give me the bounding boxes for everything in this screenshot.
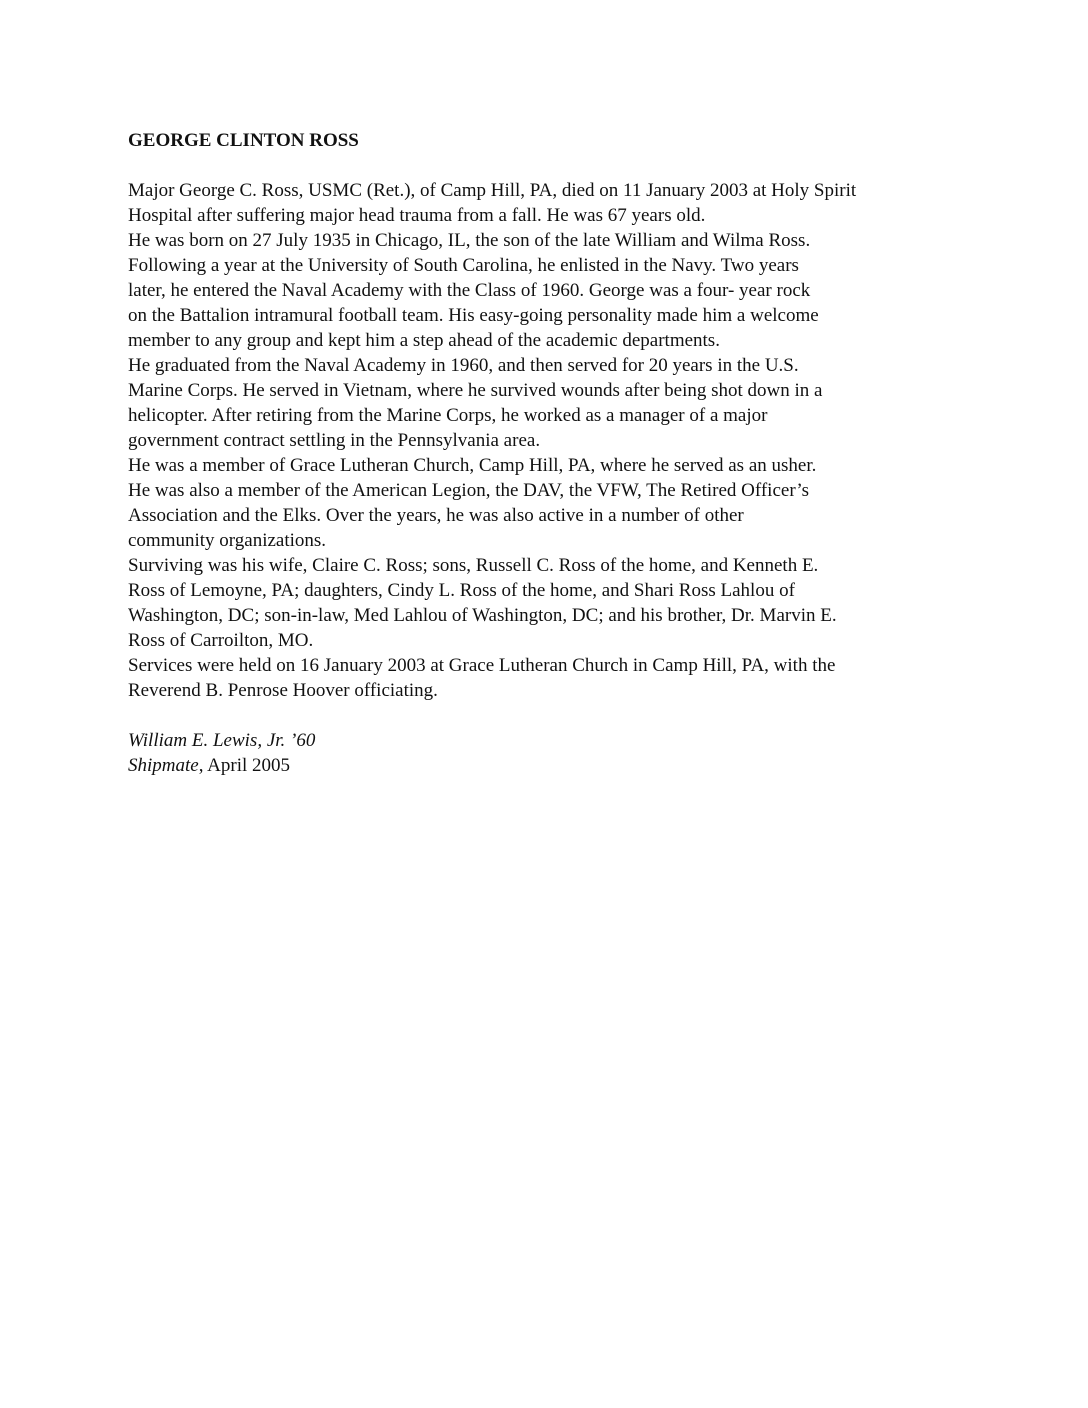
body-line: He graduated from the Naval Academy in 1960, and then served for 20 years in the U.S. (128, 355, 799, 376)
body-line: Ross of Carroilton, MO. (128, 630, 314, 651)
body-line: Following a year at the University of South Carolina, he enlisted in the Navy. Two years (128, 255, 799, 276)
body-line: Surviving was his wife, Claire C. Ross; sons, Russell C. Ross of the home, and Kenneth E. (128, 555, 819, 576)
body-line: community organizations. (128, 530, 327, 551)
body-line: Washington, DC; son-in-law, Med Lahlou of Washington, DC; and his brother, Dr. Marvin E. (128, 605, 837, 626)
signature-block (128, 728, 968, 778)
publication-date: , April 2005 (198, 755, 291, 776)
body-line: Association and the Elks. Over the years, he was also active in a number of other (128, 505, 744, 526)
body-line: Major George C. Ross, USMC (Ret.), of Camp Hill, PA, died on 11 January 2003 at Holy Spirit (128, 180, 857, 201)
document-page (128, 128, 968, 778)
body-line: Hospital after suffering major head trauma from a fall. He was 67 years old. (128, 205, 706, 226)
body-line: He was born on 27 July 1935 in Chicago, IL, the son of the late William and Wilma Ross. (128, 230, 811, 251)
author-name: William E. Lewis, Jr. ’60 (128, 730, 316, 751)
body-line: Ross of Lemoyne, PA; daughters, Cindy L. Ross of the home, and Shari Ross Lahlou of (128, 580, 795, 601)
body-line: government contract settling in the Pennsylvania area. (128, 430, 541, 451)
document-title: GEORGE CLINTON ROSS (128, 130, 359, 151)
body-line: on the Battalion intramural football team. His easy-going personality made him a welcome (128, 305, 819, 326)
publication-name: Shipmate (128, 755, 199, 776)
body-line: He was a member of Grace Lutheran Church, Camp Hill, PA, where he served as an usher. (128, 455, 817, 476)
body-line: Services were held on 16 January 2003 at Grace Lutheran Church in Camp Hill, PA, with the (128, 655, 836, 676)
body-line: Reverend B. Penrose Hoover officiating. (128, 680, 438, 701)
obituary-body (128, 178, 968, 703)
body-line: He was also a member of the American Legion, the DAV, the VFW, The Retired Officer’s (128, 480, 810, 501)
body-line: member to any group and kept him a step ahead of the academic departments. (128, 330, 720, 351)
body-line: later, he entered the Naval Academy with the Class of 1960. George was a four- year rock (128, 280, 811, 301)
body-line: helicopter. After retiring from the Marine Corps, he worked as a manager of a major (128, 405, 768, 426)
publication-credit (128, 753, 968, 778)
body-line: Marine Corps. He served in Vietnam, where he survived wounds after being shot down in a (128, 380, 823, 401)
